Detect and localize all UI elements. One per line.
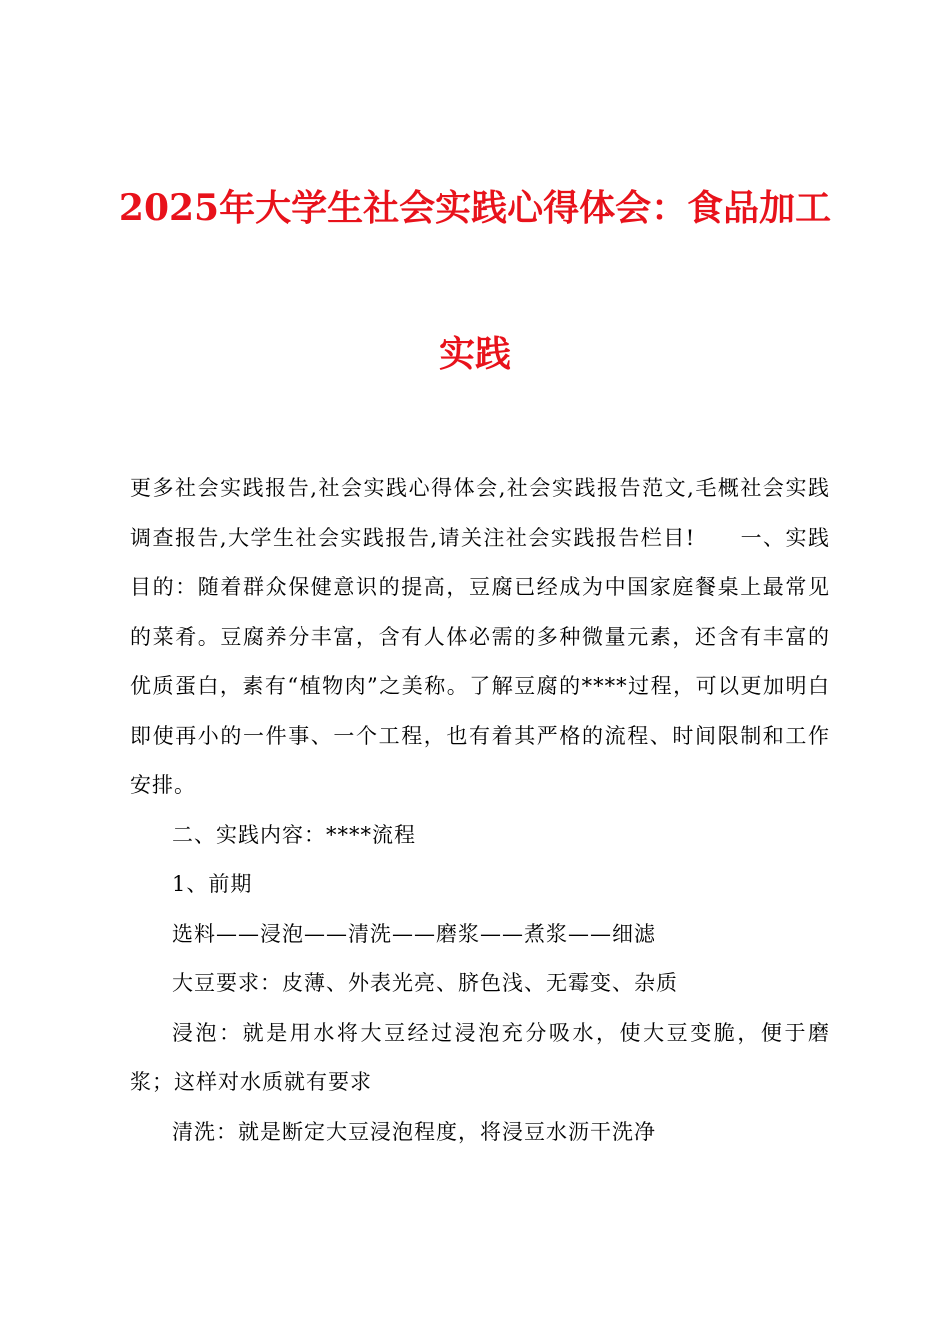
- cleaning-paragraph: 清洗：就是断定大豆浸泡程度，将浸豆水沥干洗净: [172, 1119, 656, 1144]
- soybean-requirements-paragraph: 大豆要求：皮薄、外表光亮、脐色浅、无霉变、杂质: [172, 971, 678, 995]
- soaking-paragraph: 浸泡：就是用水将大豆经过浸泡充分吸水，使大豆变脆，便于磨浆；这样对水质就有要求: [130, 1020, 830, 1094]
- document-body: [130, 464, 830, 1157]
- intro-paragraph: 更多社会实践报告,社会实践心得体会,社会实践报告范文,毛概社会实践调查报告,大学生社会实践报告,请关注社会实践报告栏目! 一、实践目的：随着群众保健意识的提高，豆腐已经成为中国家庭餐桌上最常见的菜肴。豆腐养分丰富，含有人体必需的多种微量元素，还含有丰富的优质蛋白，素有“植物肉”之美称。了解豆腐的****过程，可以更加明白即使再小的一件事、一个工程，也有着其严格的流程、时间限制和工作安排。: [130, 476, 830, 797]
- section-heading-practice-content: 二、实践内容：****流程: [172, 822, 416, 847]
- document-title-line-2: 实践: [438, 333, 511, 375]
- subsection-heading-early-stage: 1、前期: [172, 872, 253, 896]
- process-flow-paragraph: 选料——浸泡——清洗——磨浆——煮浆——细滤: [172, 921, 656, 946]
- document-title-line-1: 2025年大学生社会实践心得体会：食品加工: [118, 187, 832, 229]
